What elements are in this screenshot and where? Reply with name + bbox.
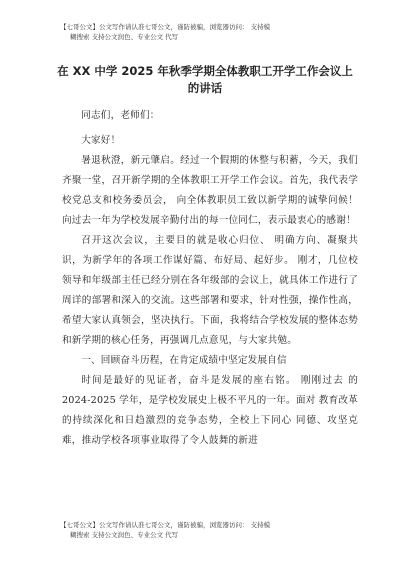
title-line-2: 的讲话: [187, 81, 223, 95]
header-line-1: 【七哥公文】公文写作请认准七哥公文，谨防被骗，浏览器访问： 支持模: [60, 23, 271, 31]
paragraph-review: 时间是最好的见证者，奋斗是发展的座右铭。 刚刚过去 的 2024-2025 学年，是学校发展史上极不平凡的一年。面对 教育改革的持续深化和日趋激烈的竞争态势，全校上下同心 同德、攻坚克难，推动学校各项事业取得了令人鼓舞的新进: [62, 375, 358, 446]
document-title: [50, 63, 360, 97]
page-footer-notice: [60, 520, 360, 540]
footer-line-1: 【七哥公文】公文写作请认准七哥公文，谨防被骗，浏览器访问： 支持模: [60, 521, 271, 529]
page-header-notice: [60, 22, 360, 42]
paragraph-purpose: 召开这次会议，主要目的就是收心归位、 明确方向、凝聚共识，为新学年的各项工作谋好篇、布好局、起好步。 刚才，几位校领导和年级部主任已经分别在各年级部的会议上，就具体工作进行了周详的部署和深入的交流。这些部署和要求，针对性强，操作性高，希望大家认真领会，坚决执行。下面，我将结合学校发展的整体态势和新学期的核心任务，再强调几点意见，与大家共勉。: [62, 235, 358, 346]
section-heading-1: 一、回顾奋斗历程，在肯定成绩中坚定发展自信: [81, 355, 287, 366]
greeting: 大家好！: [81, 135, 121, 146]
document-body: [62, 106, 358, 451]
title-line-1: 在 XX 中学 2025 年秋季学期全体教职工开学工作会议上: [57, 64, 353, 78]
header-line-2: 糊搜索 支持公文润色、专业公文 代写: [70, 33, 179, 41]
salutation: 同志们，老师们：: [81, 110, 160, 121]
paragraph-opening: 暑退秋澄，新元肇启。经过一个假期的休整与积蓄，今天，我们齐聚一堂，召开新学期的全体教职工开学工作会议。首先，我代表学校党总支和校务委员会， 向全体教职员工致以新学期的诚挚问候！向过去一年为学校发展辛勤付出的每一位同仁，表示最衷心的感谢！: [62, 155, 358, 226]
footer-line-2: 糊搜索 支持公文润色、专业公文 代写: [70, 531, 179, 539]
